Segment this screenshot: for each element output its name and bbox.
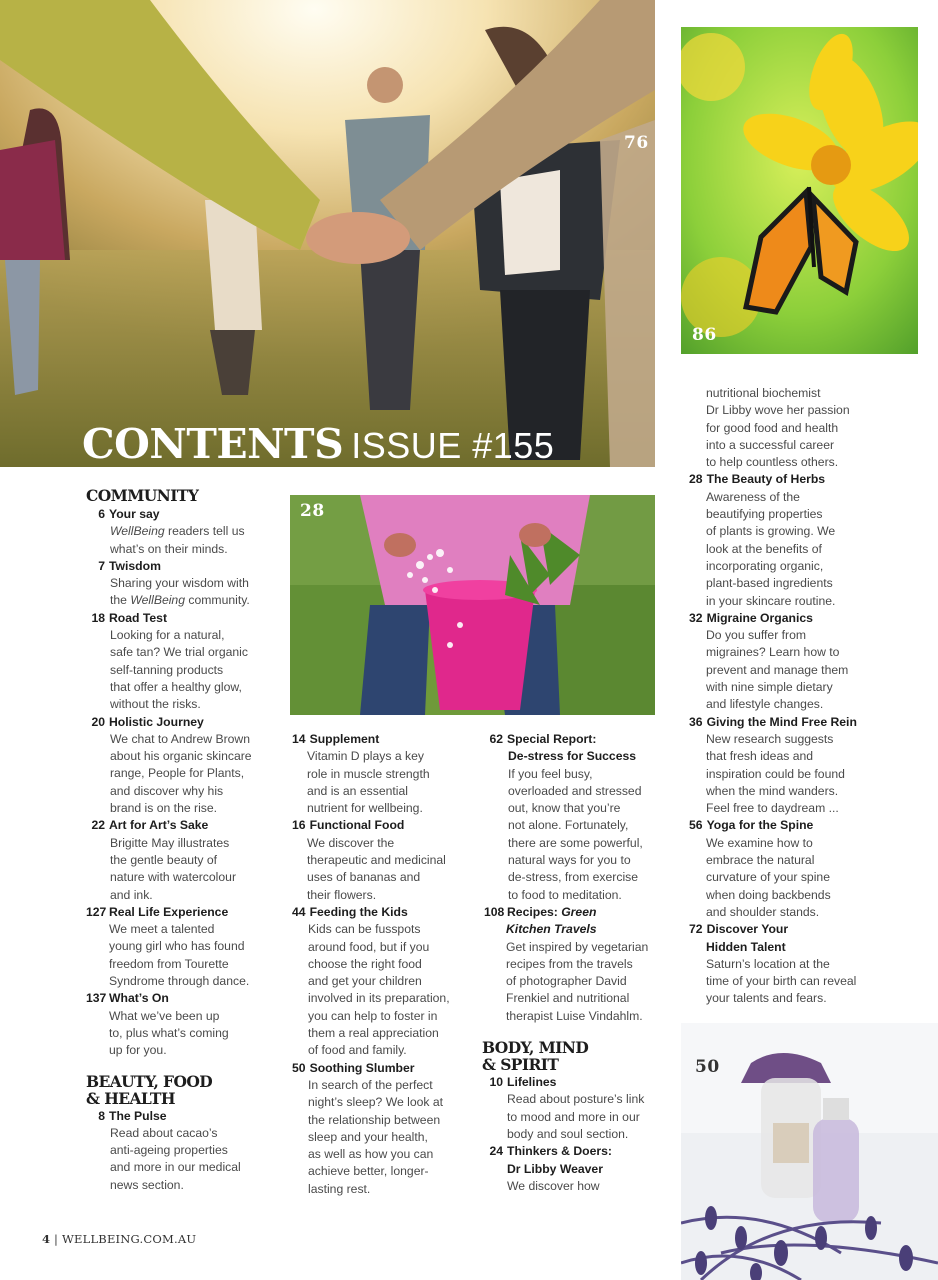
entry-page-number: 24 bbox=[489, 1144, 503, 1159]
desc-line: freedom from Tourette bbox=[109, 956, 229, 971]
desc-line: into a successful career bbox=[706, 437, 835, 452]
desc-line: nature with watercolour bbox=[110, 870, 236, 885]
lavender-photo bbox=[681, 1023, 938, 1280]
desc-line: role in muscle strength bbox=[307, 766, 430, 781]
entry-page-number: 62 bbox=[489, 732, 503, 746]
desc-line: when the mind wanders. bbox=[706, 783, 839, 798]
entry-title: The Pulse bbox=[109, 1108, 167, 1123]
desc-line: therapeutic and medicinal bbox=[307, 853, 446, 868]
desc-line: sleep and your health, bbox=[308, 1129, 428, 1144]
desc-line: as well as how you can bbox=[308, 1147, 434, 1162]
entry-title: Road Test bbox=[109, 610, 168, 625]
entry-supplement[interactable] bbox=[292, 731, 472, 748]
entry-title: Special Report: bbox=[507, 732, 597, 746]
entry-lifelines[interactable] bbox=[484, 1074, 669, 1091]
entry-thinkers-and-doers[interactable] bbox=[484, 1143, 669, 1160]
desc-line: de-stress, from exercise bbox=[508, 870, 639, 885]
entry-discover-your-hidden-talent[interactable] bbox=[689, 921, 889, 938]
desc-line: community. bbox=[185, 593, 250, 608]
entry-description bbox=[86, 1125, 276, 1194]
entry-title: Discover Your bbox=[706, 922, 789, 937]
desc-line: Syndrome through dance. bbox=[109, 974, 250, 989]
entry-description bbox=[86, 731, 276, 817]
desc-line: therapist Luise Vindahlm. bbox=[506, 1008, 643, 1023]
desc-line: If you feel busy, bbox=[508, 766, 593, 781]
desc-line: time of your birth can reveal bbox=[706, 974, 857, 989]
desc-line: that fresh ideas and bbox=[706, 749, 814, 764]
entry-page-number: 50 bbox=[292, 1060, 306, 1075]
desc-line: New research suggests bbox=[706, 731, 834, 746]
entry-description bbox=[689, 835, 889, 921]
desc-line: of food and family. bbox=[308, 1043, 407, 1058]
desc-line: for good food and health bbox=[706, 420, 839, 435]
entry-title: What’s On bbox=[109, 991, 169, 1006]
desc-line: We examine how to bbox=[706, 835, 813, 850]
desc-line: young girl who has found bbox=[109, 939, 245, 954]
entry-title: Your say bbox=[109, 507, 160, 521]
page-footer bbox=[42, 1232, 196, 1246]
desc-line: Do you suffer from bbox=[706, 628, 807, 643]
desc-line: incorporating organic, bbox=[706, 558, 824, 573]
entry-description bbox=[689, 489, 889, 610]
desc-line: We discover how bbox=[507, 1178, 600, 1193]
entry-description bbox=[484, 766, 669, 904]
desc-line: about his organic skincare bbox=[110, 749, 252, 764]
desc-line: of plants is growing. We bbox=[706, 524, 836, 539]
entry-special-report[interactable] bbox=[484, 731, 669, 748]
entry-title-italic: Kitchen Travels bbox=[506, 922, 597, 937]
desc-line: the relationship between bbox=[308, 1112, 441, 1127]
desc-line: to, plus what’s coming bbox=[109, 1025, 229, 1040]
entry-migraine-organics[interactable] bbox=[689, 610, 889, 627]
desc-line: migraines? Learn how to bbox=[706, 645, 840, 660]
desc-line: Dr Libby wove her passion bbox=[706, 403, 850, 418]
entry-title: Soothing Slumber bbox=[309, 1060, 415, 1075]
desc-line: inspiration could be found bbox=[706, 766, 845, 781]
section-title-line: & HEALTH bbox=[86, 1088, 175, 1108]
footer-website[interactable]: WELLBEING.COM.AU bbox=[62, 1232, 197, 1246]
desc-line: when doing backbends bbox=[706, 887, 831, 902]
entry-page-number: 22 bbox=[91, 818, 105, 833]
desc-line: up for you. bbox=[109, 1043, 167, 1058]
desc-line: to food to meditation. bbox=[508, 887, 622, 902]
desc-line: you can help to foster in bbox=[308, 1008, 438, 1023]
desc-line: self-tanning products bbox=[110, 662, 224, 677]
desc-line: the bbox=[110, 593, 131, 608]
desc-line: Saturn’s location at the bbox=[706, 956, 830, 971]
entry-description bbox=[484, 939, 669, 1025]
desc-line: out, know that you’re bbox=[508, 801, 621, 816]
entry-title: Supplement bbox=[309, 732, 380, 746]
entry-description bbox=[86, 575, 276, 610]
desc-line: uses of bananas and bbox=[307, 870, 421, 885]
entry-the-pulse[interactable] bbox=[86, 1108, 276, 1125]
desc-line: readers tell us bbox=[164, 524, 245, 539]
desc-line: recipes from the travels bbox=[506, 956, 633, 971]
title-contents: CONTENTS bbox=[82, 420, 344, 468]
garden-photo bbox=[290, 495, 655, 715]
entry-recipes[interactable] bbox=[484, 904, 669, 921]
entry-title-line-2: De-stress for Success bbox=[508, 749, 637, 764]
page-number-86: 86 bbox=[692, 325, 717, 345]
section-community-title: COMMUNITY bbox=[86, 486, 199, 505]
desc-line: nutrient for wellbeing. bbox=[307, 801, 423, 816]
entry-page-number: 10 bbox=[489, 1075, 503, 1090]
desc-line: Vitamin D plays a key bbox=[307, 749, 424, 764]
entry-page-number: 16 bbox=[292, 818, 306, 833]
footer-separator: | bbox=[50, 1232, 62, 1246]
entry-title-italic: Green bbox=[561, 904, 597, 919]
section-title-line: BODY, MIND bbox=[482, 1038, 589, 1058]
column-2 bbox=[292, 731, 472, 1198]
desc-line: Frenkiel and nutritional bbox=[506, 991, 630, 1006]
desc-line: involved in its preparation, bbox=[308, 991, 450, 1006]
entry-feeding-the-kids[interactable] bbox=[292, 904, 472, 921]
desc-line: body and soul section. bbox=[507, 1126, 629, 1141]
section-title-line: & SPIRIT bbox=[482, 1055, 559, 1075]
desc-line: of photographer David bbox=[506, 974, 627, 989]
entry-description bbox=[86, 835, 276, 904]
desc-line: the gentle beauty of bbox=[110, 852, 218, 867]
entry-title: Yoga for the Spine bbox=[706, 818, 814, 833]
desc-line: there are some powerful, bbox=[508, 835, 643, 850]
desc-line: and lifestyle changes. bbox=[706, 697, 824, 712]
entry-description-continued bbox=[689, 385, 889, 471]
entry-page-number: 8 bbox=[98, 1108, 105, 1123]
desc-line: embrace the natural bbox=[706, 853, 815, 868]
desc-line: In search of the perfect bbox=[308, 1077, 433, 1092]
desc-line: Kids can be fusspots bbox=[308, 922, 421, 937]
desc-line: lasting rest. bbox=[308, 1181, 371, 1196]
desc-line: overloaded and stressed bbox=[508, 783, 642, 798]
entry-page-number: 137 bbox=[86, 991, 107, 1006]
desc-line: night’s sleep? We look at bbox=[308, 1095, 444, 1110]
entry-page-number: 72 bbox=[689, 922, 703, 937]
footer-page-number: 4 bbox=[42, 1232, 51, 1246]
entry-page-number: 44 bbox=[292, 904, 306, 919]
desc-line: Feel free to daydream ... bbox=[706, 801, 839, 816]
entry-title: Art for Art’s Sake bbox=[109, 818, 209, 833]
column-3 bbox=[484, 731, 669, 1195]
desc-line: and more in our medical bbox=[110, 1160, 241, 1175]
desc-line: to help countless others. bbox=[706, 455, 839, 470]
desc-line: them a real appreciation bbox=[308, 1026, 439, 1041]
entry-giving-the-mind-free-rein[interactable] bbox=[689, 714, 889, 731]
entry-description bbox=[86, 921, 276, 990]
desc-line: Get inspired by vegetarian bbox=[506, 939, 649, 954]
desc-line: We meet a talented bbox=[109, 922, 215, 937]
desc-line: Read about posture’s link bbox=[507, 1092, 645, 1107]
desc-line: Looking for a natural, bbox=[110, 628, 225, 643]
entry-page-number: 127 bbox=[86, 904, 107, 919]
desc-line: beautifying properties bbox=[706, 507, 823, 522]
entry-page-number: 108 bbox=[484, 904, 505, 919]
entry-page-number: 14 bbox=[292, 732, 306, 746]
desc-line: achieve better, longer- bbox=[308, 1164, 429, 1179]
column-1 bbox=[86, 487, 276, 1194]
entry-whats-on[interactable] bbox=[86, 990, 276, 1007]
entry-description bbox=[689, 731, 889, 817]
entry-page-number: 7 bbox=[98, 558, 105, 573]
entry-title bbox=[507, 904, 596, 921]
page-number-76: 76 bbox=[624, 133, 649, 153]
desc-line: without the risks. bbox=[110, 697, 201, 712]
hero-photo bbox=[0, 0, 655, 467]
desc-line: anti-ageing properties bbox=[110, 1143, 228, 1158]
section-body-mind-spirit-title bbox=[482, 1039, 669, 1073]
butterfly-photo bbox=[681, 27, 918, 354]
entry-title: Real Life Experience bbox=[109, 904, 229, 919]
entry-page-number: 6 bbox=[98, 507, 105, 521]
entry-page-number: 18 bbox=[91, 610, 105, 625]
entry-holistic-journey[interactable] bbox=[86, 714, 276, 731]
entry-your-say[interactable] bbox=[86, 506, 276, 523]
desc-line: nutritional biochemist bbox=[706, 386, 821, 400]
entry-title: Holistic Journey bbox=[109, 714, 204, 729]
entry-functional-food[interactable] bbox=[292, 817, 472, 834]
entry-art-for-arts-sake[interactable] bbox=[86, 817, 276, 834]
entry-description bbox=[484, 1091, 669, 1143]
entry-title: Giving the Mind Free Rein bbox=[706, 714, 857, 729]
entry-twisdom[interactable] bbox=[86, 558, 276, 575]
entry-title-text: Recipes: bbox=[507, 904, 562, 919]
entry-title: Lifelines bbox=[507, 1075, 557, 1090]
entry-page-number: 32 bbox=[689, 610, 703, 625]
entry-page-number: 20 bbox=[91, 714, 105, 729]
entry-soothing-slumber[interactable] bbox=[292, 1060, 472, 1077]
section-beauty-food-health-title bbox=[86, 1073, 276, 1107]
desc-line: range, People for Plants, bbox=[110, 766, 245, 781]
desc-line: to mood and more in our bbox=[507, 1109, 640, 1124]
entry-description bbox=[292, 748, 472, 817]
desc-line: that offer a healthy glow, bbox=[110, 679, 242, 694]
desc-line: Brigitte May illustrates bbox=[110, 835, 230, 850]
entry-title: Feeding the Kids bbox=[309, 904, 408, 919]
magazine-name: WellBeing bbox=[110, 524, 165, 539]
desc-line: choose the right food bbox=[308, 956, 422, 971]
desc-line: What we’ve been up bbox=[109, 1008, 220, 1023]
desc-line: Read about cacao’s bbox=[110, 1125, 218, 1140]
page-title bbox=[82, 420, 554, 468]
desc-line: and ink. bbox=[110, 887, 153, 902]
desc-line: prevent and manage them bbox=[706, 662, 849, 677]
entry-title: Functional Food bbox=[309, 818, 405, 833]
entry-page-number: 36 bbox=[689, 714, 703, 729]
desc-line: and get your children bbox=[308, 974, 422, 989]
entry-beauty-of-herbs[interactable] bbox=[689, 471, 889, 488]
entry-title: The Beauty of Herbs bbox=[706, 472, 826, 487]
desc-line: and is an essential bbox=[307, 783, 408, 798]
entry-description bbox=[484, 1178, 669, 1195]
page-number-28: 28 bbox=[300, 501, 325, 521]
desc-line: and shoulder stands. bbox=[706, 904, 820, 919]
desc-line: news section. bbox=[110, 1177, 184, 1192]
desc-line: and discover why his bbox=[110, 783, 224, 798]
entry-title-line-2 bbox=[484, 921, 669, 938]
issue-number: ISSUE #155 bbox=[351, 425, 555, 466]
desc-line: with nine simple dietary bbox=[706, 680, 833, 695]
desc-line: around food, but if you bbox=[308, 939, 430, 954]
desc-line: your talents and fears. bbox=[706, 991, 827, 1006]
entry-description bbox=[292, 921, 472, 1059]
entry-title: Thinkers & Doers: bbox=[507, 1144, 612, 1159]
desc-line: brand is on the rise. bbox=[110, 801, 218, 816]
desc-line: not alone. Fortunately, bbox=[508, 818, 629, 833]
desc-line: in your skincare routine. bbox=[706, 593, 836, 608]
entry-title-line-2: Dr Libby Weaver bbox=[507, 1161, 603, 1176]
desc-line: curvature of your spine bbox=[706, 870, 830, 885]
entry-description bbox=[86, 627, 276, 713]
entry-description bbox=[689, 627, 889, 713]
entry-yoga-for-the-spine[interactable] bbox=[689, 817, 889, 834]
entry-title: Twisdom bbox=[109, 558, 161, 573]
desc-line: We discover the bbox=[307, 835, 395, 850]
desc-line: what’s on their minds. bbox=[110, 541, 228, 556]
desc-line: natural ways for you to bbox=[508, 853, 631, 868]
entry-road-test[interactable] bbox=[86, 610, 276, 627]
column-4 bbox=[689, 385, 889, 1008]
desc-line: look at the benefits of bbox=[706, 541, 822, 556]
entry-description bbox=[689, 956, 889, 1008]
entry-description bbox=[86, 1008, 276, 1060]
desc-line: plant-based ingredients bbox=[706, 576, 833, 591]
desc-line: their flowers. bbox=[307, 887, 377, 902]
entry-description bbox=[292, 835, 472, 904]
page-number-50: 50 bbox=[695, 1057, 720, 1077]
entry-description bbox=[86, 523, 276, 558]
section-title-line: BEAUTY, FOOD bbox=[86, 1071, 213, 1091]
entry-description bbox=[292, 1077, 472, 1198]
entry-page-number: 56 bbox=[689, 818, 703, 833]
desc-line: Awareness of the bbox=[706, 489, 800, 504]
entry-real-life-experience[interactable] bbox=[86, 904, 276, 921]
entry-page-number: 28 bbox=[689, 472, 703, 487]
entry-title: Migraine Organics bbox=[706, 610, 813, 625]
desc-line: Sharing your wisdom with bbox=[110, 576, 249, 591]
magazine-name: WellBeing bbox=[130, 593, 185, 608]
entry-title-line-2: Hidden Talent bbox=[706, 939, 786, 954]
desc-line: We chat to Andrew Brown bbox=[110, 731, 251, 746]
desc-line: safe tan? We trial organic bbox=[110, 645, 248, 660]
